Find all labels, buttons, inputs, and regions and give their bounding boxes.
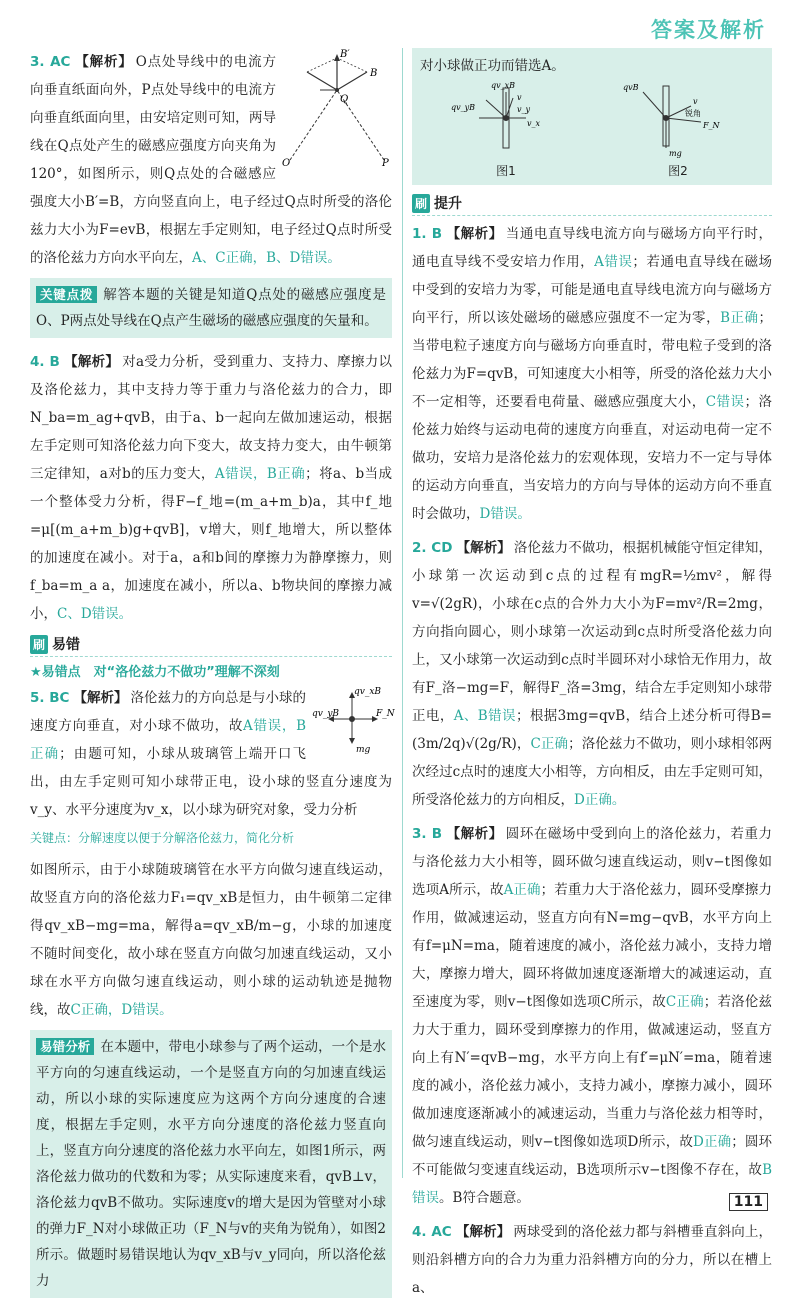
label-b: B xyxy=(370,68,378,79)
answer-1 xyxy=(412,220,772,528)
answer-2 xyxy=(412,534,772,814)
answer-text: O点处导线中的电流方向垂直纸面向外，P点处导线中的电流方向垂直纸面向里，由安培定则可知，两导线在Q点处产生的磁感应强度方向夹角为120°，如图所示，则Q点处的合磁感应强度大小B′=B，方向竖直向上，电子经过Q点时所受的洛伦兹力大小为F=evB，根据左手定则知，电子经过Q点时所受的洛伦兹力方向水平向左， xyxy=(30,54,392,266)
answer-verdict: A错误，B正确 xyxy=(214,466,306,482)
answer-verdict: A正确 xyxy=(503,882,541,898)
key-note: 关键点：分解速度以便于分解洛伦兹力，简化分析 xyxy=(30,831,295,845)
answer-5 xyxy=(30,684,395,1024)
answer-text: ；若通电直导线在磁场中受到的安培力为零，可能是通电直导线电流方向与磁场方向平行，所以该处磁场的磁感应强度不一定为零， xyxy=(412,254,773,326)
label-5: v_x xyxy=(527,119,541,128)
analysis-tag: 【解析】 xyxy=(456,540,511,556)
label-1: qvB xyxy=(623,83,639,92)
label-4: v_y xyxy=(517,105,531,114)
answer-text: ；洛伦兹力不做功，则小球相邻两次经过c点时的速度大小相等，方向相反，由左手定则可知，所受洛伦兹力的方向相反， xyxy=(412,736,772,808)
answer-number: 3. AC xyxy=(30,54,71,70)
left-column xyxy=(30,48,395,1308)
error-analysis-text: 在本题中，带电小球参与了两个运动，一个是水平方向的匀速直线运动，一个是竖直方向的匀加速直线运动，所以小球的实际速度应为这两个方向分速度的合速度，根据左手定则，水平方向分速度的洛伦兹力竖直向上，竖直方向分速度的洛伦兹力水平向左，如图1所示，两洛伦兹力做功的代数和为零；从实际速度来看，qvB⊥v，洛伦兹力qvB不做功。实际速度v的增大是因为管壁对小球的弹力F_N对小球做正功（F_N与v的夹角为锐角），如图2所示。做题时易错误地认为qv_xB与v_y同向，所以洛伦兹力 xyxy=(36,1039,386,1289)
answer-number: 3. B xyxy=(412,826,443,842)
figure-1 xyxy=(451,78,561,179)
answer-verdict: C、D错误。 xyxy=(57,606,133,622)
figure-2-caption: 图2 xyxy=(668,164,688,178)
section-title: 易错 xyxy=(52,637,81,653)
answer-text: 对a受力分析，受到重力、支持力、摩擦力以及洛伦兹力，其中支持力等于重力与洛伦兹力的合力，即N_ba=m_ag+qvB，由于a、b一起向左做加速运动，根据左手定则可知洛伦兹力向下变大，故支持力变大，由牛顿第三定律知，a对b的压力变大， xyxy=(30,354,392,482)
analysis-tag: 【解析】 xyxy=(63,354,120,370)
answer-verdict: C正确 xyxy=(530,736,569,752)
answer-text: 。B符合题意。 xyxy=(439,1190,530,1206)
answer-4 xyxy=(30,348,392,628)
section-tisheng xyxy=(412,193,772,216)
analysis-tag: 【解析】 xyxy=(446,226,503,242)
analysis-tag: 【解析】 xyxy=(73,690,128,706)
answer-text: ；根据3mg=qvB，结合上述分析可得B=(3m/2q)√(2g/R)， xyxy=(412,708,773,752)
answer-verdict: B错误 xyxy=(412,1162,772,1206)
answer-verdict: D正确。 xyxy=(574,792,626,808)
fig-force-analysis xyxy=(312,684,395,755)
answer-number: 4. AC xyxy=(412,1224,452,1240)
fig1-vector-diagram xyxy=(451,78,561,158)
label-1: qv_xB xyxy=(491,81,516,90)
section-title: 提升 xyxy=(434,196,463,212)
answer-4-right xyxy=(412,1218,772,1302)
answer-text: ；若重力大于洛伦兹力，圆环受摩擦力作用，做减速运动，竖直方向有N=mg−qvB，水平方向上有f=μN=ma，随着速度的减小，洛伦兹力减小，支持力增大，摩擦力增大，圆环将做加速度逐渐增大的减速运动，直至速度为零，则v−t图像如选项C所示，故 xyxy=(412,882,773,1010)
answer-verdict: C错误 xyxy=(705,394,745,410)
answer-text: 两球受到的洛伦兹力都与斜槽垂直斜向上，则沿斜槽方向的合力为重力沿斜槽方向的分力，所以在槽上a、 xyxy=(412,1224,773,1296)
answer-verdict: C正确 xyxy=(665,994,704,1010)
answer-text: 当通电直导线电流方向与磁场方向平行时，通电直导线不受安培力作用， xyxy=(412,226,773,270)
label-2: qv_yB xyxy=(451,103,476,112)
label-3: v xyxy=(517,93,522,102)
section-badge: 刷 xyxy=(412,194,430,213)
answer-text: 洛伦兹力的方向总是与小球的速度方向垂直，对小球不做功，故 xyxy=(30,690,307,734)
key-point-label: 关键点拨 xyxy=(36,286,97,303)
figure-2 xyxy=(623,78,733,179)
figure-1-caption: 图1 xyxy=(496,164,516,178)
key-point-text: 解答本题的关键是知道Q点处的磁感应强度是O、P两点处导线在Q点产生磁场的磁感应强度的矢量和。 xyxy=(36,287,386,329)
answer-text: ；由题可知，小球从玻璃管上端开口飞出，由左手定则可知小球带正电，设小球的竖直分速度为v_y、水平分速度为v_x，以小球为研究对象，受力分析 xyxy=(30,746,392,818)
answer-text: 洛伦兹力不做功，根据机械能守恒定律知，小球第一次运动到c点的过程有mgR=½mv²，解得v=√(2gR)，小球在c点的合外力大小为F=mv²/R=2mg，方向指向圆心，则小球第一次运动到c点时所受洛伦兹力向上，又小球第一次运动到c点时半圆环对小球恰无作用力，故有F_洛−mg=F，解得F_洛=3mg，结合左手定则知小球带正电， xyxy=(412,540,773,724)
answer-3-right xyxy=(412,820,772,1212)
answer-number: 5. BC xyxy=(30,690,70,706)
answer-text: ；洛伦兹力始终与运动电荷的速度方向垂直，对运动电荷一定不做功，安培力是洛伦兹力的宏观体现，安培力不一定与导体的运动方向垂直，当安培力的方向与导体的运动方向不垂直时会做功， xyxy=(412,394,773,522)
fig2-vector-diagram xyxy=(623,78,733,158)
label-b-prime: B′ xyxy=(340,49,350,60)
label-o: O xyxy=(282,158,291,169)
answer-verdict: A错误，B正确 xyxy=(30,718,307,762)
label-q: Q xyxy=(340,94,349,105)
answer-3 xyxy=(30,48,392,272)
answer-verdict: A错误 xyxy=(594,254,633,270)
label-4: F_N xyxy=(703,121,720,130)
error-analysis-label: 易错分析 xyxy=(36,1038,94,1055)
analysis-tag: 【解析】 xyxy=(446,826,503,842)
answer-text: ；圆环不可能做匀变速直线运动，B选项所示v−t图像不存在，故 xyxy=(412,1134,773,1178)
section-yicuo xyxy=(30,634,392,657)
answer-text: ；当带电粒子速度方向与磁场方向垂直时，带电粒子受到的洛伦兹力为F=qvB，可知速度大小相等，所受的洛伦兹力大小不一定相等，还要看电荷量、磁感应强度大小， xyxy=(412,310,773,410)
figure-box xyxy=(412,48,772,185)
label-right: F_N xyxy=(376,709,395,719)
answer-text: 圆环在磁场中受到向上的洛伦兹力，若重力与洛伦兹力大小相等，圆环做匀速直线运动，则v−t图像如选项A所示，故 xyxy=(412,826,773,898)
error-analysis-box xyxy=(30,1030,392,1298)
answer-verdict: D错误。 xyxy=(479,506,531,522)
analysis-tag: 【解析】 xyxy=(455,1224,511,1240)
label-p: P xyxy=(382,158,389,169)
label-5: mg xyxy=(669,149,682,158)
answer-text: ；若洛伦兹力大于重力，圆环受到摩擦力的作用，做减速运动，竖直方向上有N′=qvB−mg，水平方向上有f′=μN′=ma，随着速度的减小，洛伦兹力减小，支持力减小，摩擦力减小，圆环做加速度逐渐减小的减速运动，当重力与洛伦兹力相等时，做匀速直线运动，则v−t图像如选项D所示，故 xyxy=(412,994,772,1150)
answer-number: 2. CD xyxy=(412,540,453,556)
figure-box-text: 对小球做正功而错选A。 xyxy=(420,58,565,74)
error-point-heading: ★易错点 对“洛伦兹力不做功”理解不深刻 xyxy=(30,665,280,680)
analysis-tag: 【解析】 xyxy=(74,54,133,70)
answer-verdict: A、C正确，B、D错误。 xyxy=(192,250,341,266)
answer-verdict: A、B错误 xyxy=(453,708,516,724)
answer-verdict: B正确 xyxy=(720,310,759,326)
label-left: qv_yB xyxy=(312,709,340,719)
label-3: 锐角 xyxy=(685,109,701,118)
answer-text: 如图所示，由于小球随玻璃管在水平方向做匀速直线运动，故竖直方向的洛伦兹力F₁=qv_xB是恒力，由牛顿第二定律得qv_xB−mg=ma，解得a=qv_xB/m−g，小球的加速度不随时间变化，故小球在竖直方向做匀加速直线运动，又小球在水平方向做匀速直线运动，则小球的运动轨迹是抛物线，故 xyxy=(30,862,392,1018)
answer-number: 1. B xyxy=(412,226,443,242)
label-top: qv_xB xyxy=(354,687,382,697)
page-header: 答案及解析 xyxy=(651,18,766,42)
answer-verdict: C正确，D错误。 xyxy=(70,1002,173,1018)
section-badge: 刷 xyxy=(30,635,48,654)
key-point-box xyxy=(30,278,392,338)
answer-verdict: D正确 xyxy=(692,1134,732,1150)
page-number: 111 xyxy=(729,1193,768,1211)
column-divider xyxy=(402,48,403,1178)
answer-text: ；将a、b当成一个整体受力分析，得F−f_地=(m_a+m_b)a，其中f_地=μ[(m_a+m_b)g+qvB]，v增大，则f_地增大，所以整体的加速度在减小。对于a，a和b间的摩擦力为静摩擦力，则f_ba=m_a a，加速度在减小，所以a、b物块间的摩擦力减小， xyxy=(30,466,392,622)
label-bottom: mg xyxy=(356,745,371,755)
label-2: v xyxy=(693,97,698,106)
fig-magnetic-field-diagram xyxy=(282,48,392,168)
right-column xyxy=(412,48,772,1308)
answer-number: 4. B xyxy=(30,354,60,370)
